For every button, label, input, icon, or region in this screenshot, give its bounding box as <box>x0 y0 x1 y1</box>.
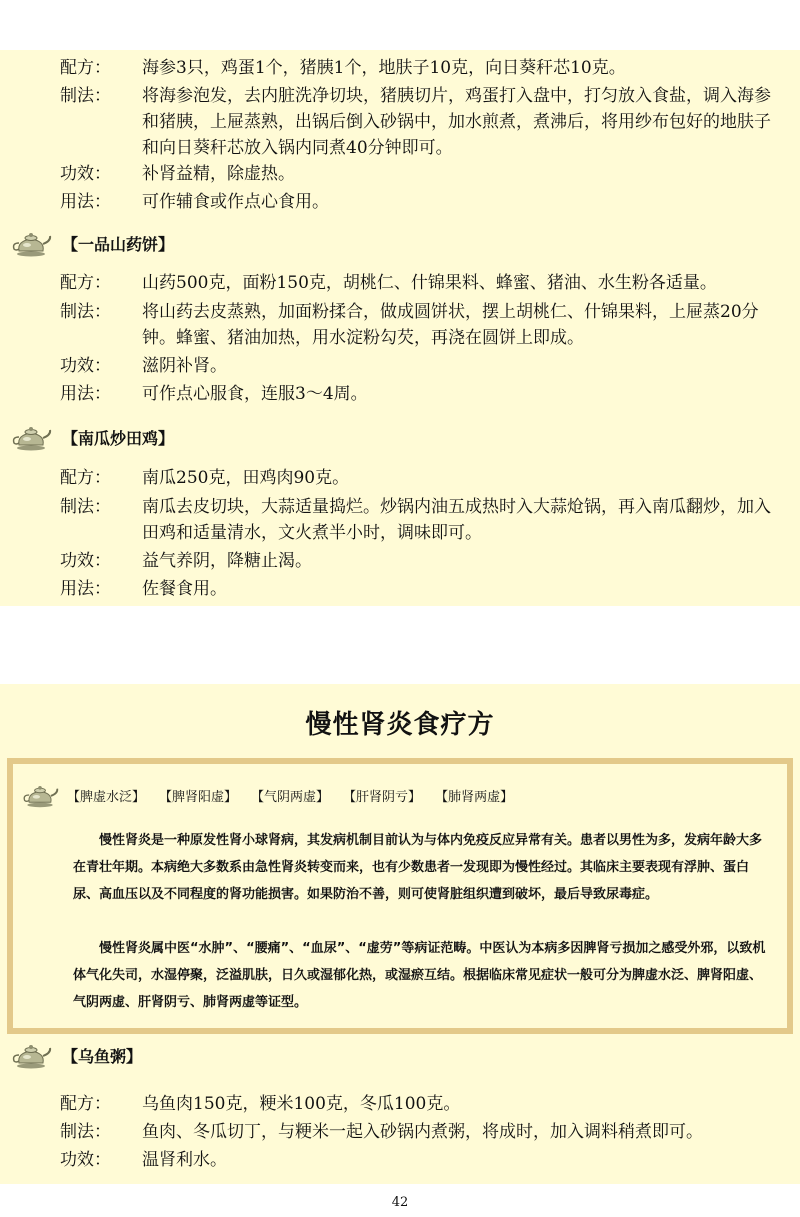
syndrome-tags <box>21 782 527 808</box>
method-label: 制法： <box>60 86 111 106</box>
recipe-formula-row <box>60 270 780 296</box>
tag-spleen-water: 【脾虚水泛】 <box>67 789 146 805</box>
effect-label: 功效： <box>60 164 111 184</box>
formula-text: 山药500克，面粉150克，胡桃仁、什锦果料、蜂蜜、猪油、水生粉各适量。 <box>142 273 717 293</box>
recipe-formula-row <box>60 1091 780 1117</box>
effect-text: 滋阴补肾。 <box>142 356 227 376</box>
effect-text: 补肾益精，除虚热。 <box>142 164 295 184</box>
effect-label: 功效： <box>60 1150 111 1170</box>
intro-paragraph: 慢性肾炎属中医“水肿”、“腰痛”、“血尿”、“虚劳”等病证范畴。中医认为本病多因脾肾亏损加之感受外邪，以致机体气化失司，水湿停聚，泛溢肌肤，日久或湿郁化热，或湿瘀互结。根据临床常见症状一般可分为脾虚水泛、脾肾阳虚、气阴两虚、肝肾阴亏、肺肾两虚等证型。 <box>73 941 766 1010</box>
method-label: 制法： <box>60 1122 111 1142</box>
recipe-title: 【一品山药饼】 <box>62 234 175 254</box>
effect-label: 功效： <box>60 356 111 376</box>
effect-text: 益气养阴，降糖止渴。 <box>142 551 312 571</box>
usage-label: 用法： <box>60 579 111 599</box>
formula-label: 配方： <box>60 468 111 488</box>
formula-label: 配方： <box>60 273 111 293</box>
recipe-usage-row <box>60 381 780 407</box>
formula-label: 配方： <box>60 1094 111 1114</box>
formula-text: 乌鱼肉150克，粳米100克，冬瓜100克。 <box>142 1094 461 1114</box>
formula-text: 海参3只，鸡蛋1个，猪胰1个，地肤子10克，向日葵秆芯10克。 <box>142 58 626 78</box>
tag-spleen-kidney-yang: 【脾肾阳虚】 <box>159 789 238 805</box>
intro-paragraph: 慢性肾炎是一种原发性肾小球肾病，其发病机制目前认为与体内免疫反应异常有关。患者以男性为多，发病年龄大多在青壮年期。本病绝大多数系由急性肾炎转变而来，也有少数患者一发现即为慢性经过。其临床主要表现有浮肿、蛋白尿、高血压以及不同程度的肾功能损害。如果防治不善，则可使肾脏组织遭到破坏，最后导致尿毒症。 <box>73 833 763 902</box>
recipe-title: 【南瓜炒田鸡】 <box>62 428 175 448</box>
recipe-usage-row <box>60 189 780 215</box>
recipe-title: 【乌鱼粥】 <box>62 1046 143 1066</box>
recipe-method-row <box>60 83 780 161</box>
method-text: 将海参泡发，去内脏洗净切块，猪胰切片，鸡蛋打入盘中，打匀放入食盐，调入海参和猪胰，上屉蒸熟，出锅后倒入砂锅中，加水煎煮，煮沸后，将用纱布包好的地肤子和向日葵秆芯放入锅内同煮40分钟即可。 <box>142 86 771 158</box>
teapot-icon <box>10 1041 52 1069</box>
recipe-method-row <box>60 299 780 351</box>
recipe-formula-row <box>60 55 780 81</box>
recipe-effect-row <box>60 548 780 574</box>
method-text: 南瓜去皮切块，大蒜适量捣烂。炒锅内油五成热时入大蒜炝锅，再入南瓜翻炒，加入田鸡和适量清水，文火煮半小时，调味即可。 <box>142 497 771 543</box>
intro-box <box>7 758 793 1034</box>
method-text: 将山药去皮蒸熟，加面粉揉合，做成圆饼状，摆上胡桃仁、什锦果料，上屉蒸20分钟。蜂蜜、猪油加热，用水淀粉勾芡，再浇在圆饼上即成。 <box>142 302 759 348</box>
usage-text: 可作辅食或作点心食用。 <box>142 192 329 212</box>
formula-text: 南瓜250克，田鸡肉90克。 <box>142 468 350 488</box>
recipe-heading <box>10 1040 142 1070</box>
teapot-icon <box>10 229 52 257</box>
recipe-heading <box>10 228 174 258</box>
usage-label: 用法： <box>60 192 111 212</box>
usage-text: 佐餐食用。 <box>142 579 227 599</box>
recipe-method-row <box>60 1119 780 1145</box>
section-title: 慢性肾炎食疗方 <box>305 710 495 740</box>
tag-liver-kidney-yin: 【肝肾阴亏】 <box>343 789 422 805</box>
recipe-effect-row <box>60 161 780 187</box>
teapot-icon <box>21 782 59 808</box>
teapot-icon <box>10 423 52 451</box>
recipe-effect-row <box>60 353 780 379</box>
usage-text: 可作点心服食，连服3～4周。 <box>142 384 368 404</box>
recipe-formula-row <box>60 465 780 491</box>
method-text: 鱼肉、冬瓜切丁，与粳米一起入砂锅内煮粥，将成时，加入调料稍煮即可。 <box>142 1122 703 1142</box>
tag-lung-kidney: 【肺肾两虚】 <box>435 789 514 805</box>
recipe-method-row <box>60 494 780 546</box>
recipe-usage-row <box>60 576 780 602</box>
tag-qi-yin: 【气阴两虚】 <box>251 789 330 805</box>
effect-label: 功效： <box>60 551 111 571</box>
usage-label: 用法： <box>60 384 111 404</box>
page-number: 42 <box>391 1195 409 1210</box>
recipe-effect-row <box>60 1147 780 1173</box>
recipe-heading <box>10 422 174 452</box>
formula-label: 配方： <box>60 58 111 78</box>
method-label: 制法： <box>60 497 111 517</box>
method-label: 制法： <box>60 302 111 322</box>
effect-text: 温肾利水。 <box>142 1150 227 1170</box>
